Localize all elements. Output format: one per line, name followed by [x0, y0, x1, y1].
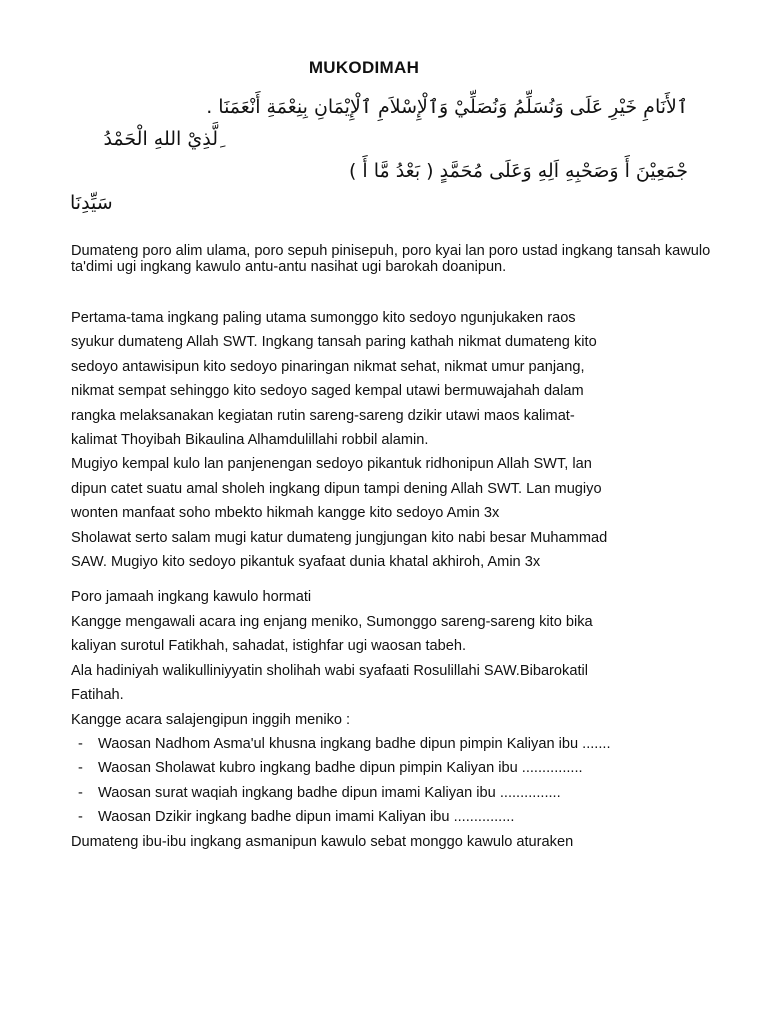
body-line: kaliyan surotul Fatikhah, sahadat, istighfar ugi waosan tabeh. — [71, 638, 467, 655]
document-title: MUKODIMAH — [308, 58, 420, 77]
body-line: dipun catet suatu amal sholeh ingkang dipun tampi dening Allah SWT. Lan mugiyo — [71, 480, 602, 497]
body-line: Kangge acara salajengipun inggih meniko : — [71, 711, 351, 728]
list-item-text: Waosan surat waqiah ingkang badhe dipun imami Kaliyan ibu ............... — [98, 784, 561, 801]
list-item — [71, 805, 741, 829]
body-line: Kangge mengawali acara ing enjang meniko, Sumonggo sareng-sareng kito bika — [71, 613, 593, 630]
body-line: wonten manfaat soho mbekto hikmah kangge kito sedoyo Amin 3x — [71, 505, 500, 522]
body-line: syukur dumateng Allah SWT. Ingkang tansah paring kathah nikmat dumateng kito — [71, 334, 597, 351]
list-item-text: Waosan Dzikir ingkang badhe dipun imami Kaliyan ibu ............... — [98, 809, 515, 826]
list-item — [71, 732, 741, 756]
intro-paragraph: Dumateng poro alim ulama, poro sepuh pinisepuh, poro kyai lan poro ustad ingkang tansah kawulo ta'dimi ugi ingkang kawulo antu-antu nasihat ugi barokah doanipun. — [71, 243, 711, 275]
body-line: Fatihah. — [71, 687, 124, 704]
arabic-line-1: ٱلأَنَامِ خَيْرِ عَلَى وَنُسَلِّمُ وَنُصَلِّيْ وَٱلْإِسْلاَمِ ٱلْإِيْمَانِ بِنِعْمَةِ أَنْعَمَنَا . — [206, 96, 688, 118]
body-line: Ala hadiniyah walikulliniyyatin sholihah wabi syafaati Rosulillahi SAW.Bibarokatil — [71, 662, 588, 679]
list-dash: - — [78, 760, 83, 777]
closing-line: Dumateng ibu-ibu ingkang asmanipun kawulo sebat monggo kawulo aturaken — [71, 833, 574, 850]
body-line: Mugiyo kempal kulo lan panjenengan sedoyo pikantuk ridhonipun Allah SWT, lan — [71, 456, 592, 473]
list-item-text: Waosan Nadhom Asma'ul khusna ingkang badhe dipun pimpin Kaliyan ibu ....... — [98, 735, 611, 752]
body-line: nikmat sempat sehinggo kito sedoyo saged kempal utawi bermuwajahah dalam — [71, 383, 584, 400]
list-dash: - — [78, 735, 83, 752]
list-dash: - — [78, 809, 83, 826]
paragraph-gap — [71, 574, 741, 585]
arabic-line-2: ِلَّذِيْ اللهِ الْحَمْدُ — [103, 128, 218, 150]
list-item — [71, 781, 741, 805]
arabic-line-3: جْمَعِيْنَ أَ وَصَحْبِهِ اَلِهِ وَعَلَى مُحَمَّدٍ ( بَعْدُ مَّا أَ ) — [348, 160, 688, 182]
arabic-line-4: سَيِّدِنَا — [70, 192, 113, 214]
list-dash: - — [78, 784, 83, 801]
agenda-list — [71, 732, 741, 830]
body-line: rangka melaksanakan kegiatan rutin sareng-sareng dzikir utawi maos kalimat- — [71, 407, 575, 424]
body-line: Poro jamaah ingkang kawulo hormati — [71, 589, 312, 606]
body-text — [71, 306, 741, 854]
body-line: SAW. Mugiyo kito sedoyo pikantuk syafaat dunia khatal akhiroh, Amin 3x — [71, 554, 541, 571]
body-line: sedoyo antawisipun kito sedoyo pinaringan nikmat sehat, nikmat umur panjang, — [71, 358, 585, 375]
list-item-text: Waosan Sholawat kubro ingkang badhe dipun pimpin Kaliyan ibu ............... — [98, 760, 583, 777]
body-line: Sholawat serto salam mugi katur dumateng jungjungan kito nabi besar Muhammad — [71, 529, 608, 546]
body-line: kalimat Thoyibah Bikaulina Alhamdulillahi robbil alamin. — [71, 432, 429, 449]
list-item — [71, 756, 741, 780]
body-line: Pertama-tama ingkang paling utama sumonggo kito sedoyo ngunjukaken raos — [71, 310, 576, 326]
